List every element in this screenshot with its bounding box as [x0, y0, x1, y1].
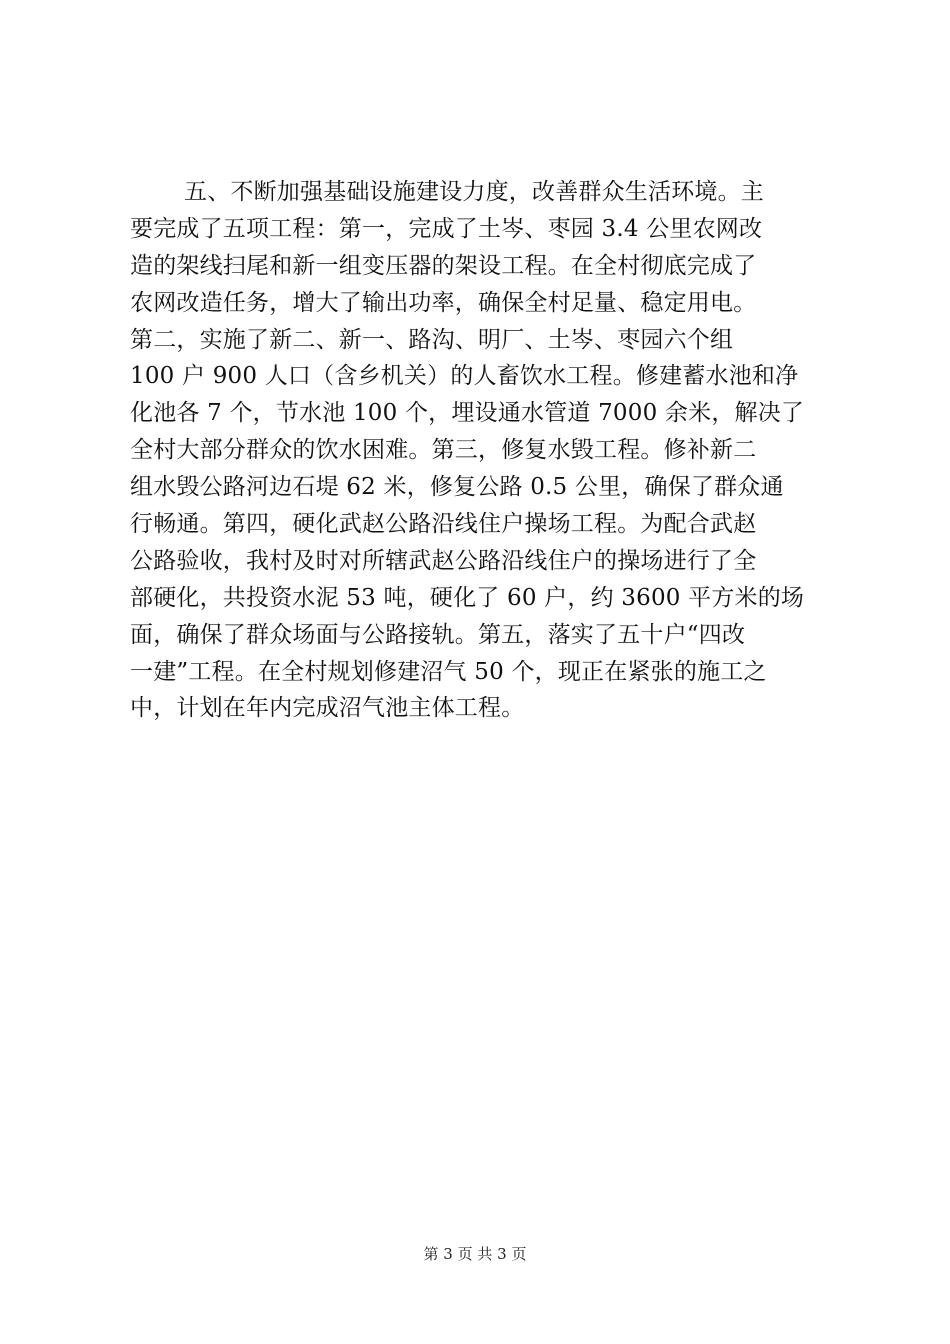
paragraph-line: 一建”工程。在全村规划修建沼气 50 个，现正在紧张的施工之	[130, 658, 767, 685]
paragraph-line: 行畅通。第四，硬化武赵公路沿线住户操场工程。为配合武赵	[130, 511, 757, 538]
paragraph-line: 中，计划在年内完成沼气池主体工程。	[130, 695, 525, 722]
paragraph-line: 全村大部分群众的饮水困难。第三，修复水毁工程。修补新二	[130, 437, 757, 464]
paragraph-line: 化池各 7 个，节水池 100 个，埋设通水管道 7000 余米，解决了	[130, 400, 805, 427]
paragraph-line: 组水毁公路河边石堤 62 米，修复公路 0.5 公里，确保了群众通	[130, 474, 784, 501]
paragraph-line: 农网改造任务，增大了输出功率，确保全村足量、稳定用电。	[130, 289, 757, 316]
paragraph-line: 造的架线扫尾和新一组变压器的架设工程。在全村彻底完成了	[130, 252, 757, 279]
paragraph-line: 第二，实施了新二、新一、路沟、明厂、土岑、枣园六个组	[130, 326, 734, 353]
paragraph-line: 面，确保了群众场面与公路接轨。第五，落实了五十户“四改	[130, 621, 746, 648]
paragraph-line: 100 户 900 人口（含乡机关）的人畜饮水工程。修建蓄水池和净	[130, 363, 799, 390]
body-paragraph	[130, 174, 834, 727]
page-number-footer: 第 3 页 共 3 页	[423, 1245, 527, 1263]
paragraph-line: 要完成了五项工程：第一，完成了土岑、枣园 3.4 公里农网改	[130, 215, 763, 242]
paragraph-line: 五、不断加强基础设施建设力度，改善群众生活环境。主	[184, 179, 764, 205]
paragraph-line: 部硬化，共投资水泥 53 吨，硬化了 60 户，约 3600 平方米的场	[130, 584, 805, 611]
paragraph-line: 公路验收，我村及时对所辖武赵公路沿线住户的操场进行了全	[130, 547, 757, 574]
